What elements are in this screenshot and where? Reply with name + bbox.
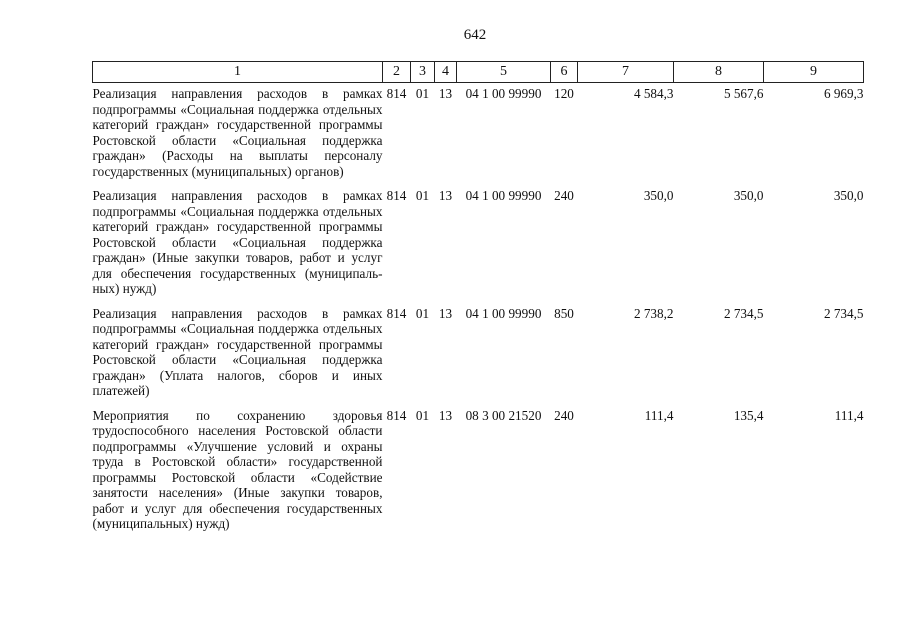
row-description: Мероприятия по сохранению здоровья трудоспособного населения Ростовской области подпрограммы «Улучшение условий и охраны труда в Ростовской области» государственной программы Ростовской области «Содействие занятости населения» (Иные закупки товаров, работ и услуг для обеспечения государственных (муниципальных) нужд) <box>92 407 383 531</box>
subsection-code: 13 <box>438 86 453 101</box>
section-code: 01 <box>415 407 430 423</box>
ministry-code: 814 <box>386 188 407 203</box>
expense-type-code: 850 <box>554 305 574 321</box>
row-description: Реализация направления расходов в рамках подпрограммы «Социальная поддержка отдельных категорий граждан» государственной программы Ростовской области «Социальная поддержка граждан» (Расходы на выплаты персоналу государственных (муниципальных) органов) <box>92 86 383 179</box>
budget-table <box>92 61 864 538</box>
target-article-code: 04 1 00 99990 <box>465 305 542 321</box>
expense-type-code: 240 <box>554 188 574 203</box>
header-row <box>93 62 864 83</box>
header-cell-9: 9 <box>764 62 864 83</box>
amount-col-9: 111,4 <box>834 407 864 423</box>
header-cell-4: 4 <box>435 62 457 83</box>
section-code: 01 <box>415 188 430 203</box>
amount-col-9: 350,0 <box>833 188 864 203</box>
amount-col-9: 2 734,5 <box>823 305 864 321</box>
target-article-code: 04 1 00 99990 <box>465 188 542 203</box>
table-row <box>93 185 864 303</box>
subsection-code: 13 <box>438 188 453 203</box>
header-cell-8: 8 <box>674 62 764 83</box>
header-cell-5: 5 <box>457 62 551 83</box>
subsection-code: 13 <box>438 305 453 321</box>
expense-type-code: 240 <box>554 407 574 423</box>
ministry-code: 814 <box>386 305 407 321</box>
amount-col-7: 350,0 <box>643 188 674 203</box>
page-number: 642 <box>463 27 487 43</box>
amount-col-7: 4 584,3 <box>633 86 674 101</box>
header-cell-1: 1 <box>93 62 383 83</box>
header-cell-2: 2 <box>383 62 411 83</box>
amount-col-7: 111,4 <box>644 407 674 423</box>
amount-col-7: 2 738,2 <box>633 305 674 321</box>
amount-col-8: 2 734,5 <box>723 305 764 321</box>
header-cell-7: 7 <box>578 62 674 83</box>
row-description: Реализация направления расходов в рамках подпрограммы «Социальная поддержка отдельных категорий граждан» государственной программы Ростовской области «Социальная поддержка граждан» (Уплата налогов, сборов и иных платежей) <box>92 305 383 398</box>
subsection-code: 13 <box>438 407 453 423</box>
amount-col-8: 350,0 <box>733 188 764 203</box>
target-article-code: 08 3 00 21520 <box>465 407 542 423</box>
section-code: 01 <box>415 305 430 321</box>
amount-col-8: 5 567,6 <box>723 86 764 101</box>
target-article-code: 04 1 00 99990 <box>465 86 542 101</box>
header-cell-3: 3 <box>411 62 435 83</box>
row-description: Реализация направления расходов в рамках подпрограммы «Социальная поддержка отдельных категорий граждан» государственной программы Ростовской области «Социальная поддержка граждан» (Иные закупки товаров, работ и услуг для обеспечения государственных (муниципальных) нужд) <box>92 188 383 296</box>
ministry-code: 814 <box>386 407 407 423</box>
ministry-code: 814 <box>386 86 407 101</box>
amount-col-8: 135,4 <box>733 407 764 423</box>
header-cell-6: 6 <box>551 62 578 83</box>
expense-type-code: 120 <box>554 86 574 101</box>
table-row <box>93 83 864 186</box>
section-code: 01 <box>415 86 430 101</box>
table-row <box>93 405 864 538</box>
table-row <box>93 303 864 405</box>
amount-col-9: 6 969,3 <box>823 86 864 101</box>
